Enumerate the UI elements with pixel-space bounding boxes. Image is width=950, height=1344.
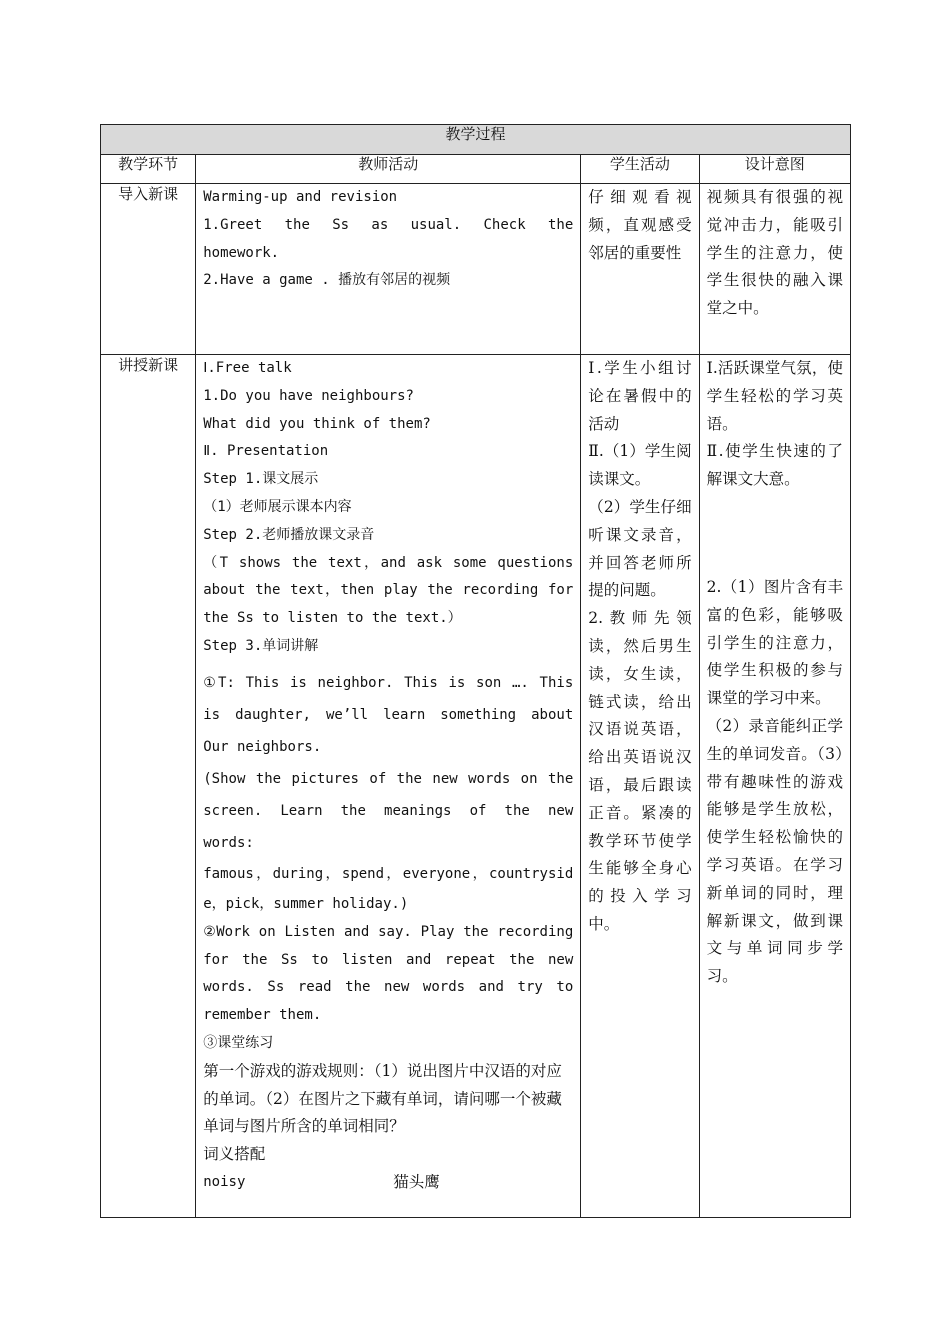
teacher-line: Warming-up and revision	[203, 189, 398, 205]
teacher-line: 词义搭配	[203, 1145, 266, 1164]
table-title: 教学过程	[101, 125, 851, 155]
teacher-line: Step 3.单词讲解	[203, 637, 319, 654]
header-stage: 教学环节	[101, 155, 196, 184]
student-activity-cell	[581, 355, 699, 1218]
teacher-line: Step 2.老师播放课文录音	[203, 526, 375, 543]
teacher-line: ②Work on Listen and say. Play the recording for the Ss to listen and repeat the new words. Ss read the new words and try to remember them.	[203, 923, 574, 1024]
student-text: 2.教师先领读，然后男生读，女生读，链式读，给出汉语说英语，给出英语说汉语，最后跟读正音。紧凑的教学环节使学生能够全身心的投入学习中。	[588, 609, 692, 933]
header-student-activity: 学生活动	[581, 155, 699, 184]
match-chinese-word: 猫头鹰	[393, 1172, 440, 1191]
teacher-line: 1.Greet the Ss as usual. Check the homework.	[203, 216, 574, 261]
stage-cell: 导入新课	[101, 184, 196, 355]
teaching-process-table	[100, 124, 851, 1218]
teacher-line: (Show the pictures of the new words on the screen. Learn the meanings of the new words:	[203, 770, 574, 851]
header-teacher-activity: 教师活动	[196, 155, 581, 184]
intent-text: 视频具有很强的视觉冲击力，能吸引学生的注意力，使学生很快的融入课堂之中。	[706, 188, 843, 318]
student-activity-cell	[581, 184, 699, 355]
intent-text: Ⅰ.活跃课堂气氛，使学生轻松的学习英语。	[706, 359, 843, 433]
design-intent-cell	[699, 184, 850, 355]
teacher-line: 1.Do you have neighbours?	[203, 387, 414, 404]
teacher-line: ③课堂练习	[203, 1034, 274, 1051]
stage-cell: 讲授新课	[101, 355, 196, 1218]
teacher-line: （1）老师展示课本内容	[203, 498, 352, 515]
teacher-line: What did you think of them?	[203, 415, 431, 432]
teacher-activity-cell	[196, 184, 581, 355]
teacher-line: famous，during，spend，everyone，countryside，pick，summer holiday.)	[203, 865, 574, 912]
design-intent-cell	[699, 355, 850, 1218]
intent-text: Ⅱ.使学生快速的了解课文大意。	[706, 442, 843, 489]
teacher-line: 2.Have a game . 播放有邻居的视频	[203, 272, 451, 289]
teacher-line: ①T: This is neighbor. This is son …. This is daughter, we’ll learn something about Our neighbors.	[203, 674, 574, 755]
teacher-line: Step 1.课文展示	[203, 471, 319, 488]
intent-text: （2）录音能纠正学生的单词发音。（3）带有趣味性的游戏能够是学生放松，使学生轻松愉快的学习英语。在学习新单词的同时，理解新课文，做到课文与单词同步学习。	[706, 716, 843, 986]
teacher-line: 第一个游戏的游戏规则：（1）说出图片中汉语的对应的单词。（2）在图片之下藏有单词，请问哪一个被藏单词与图片所含的单词相同？	[203, 1061, 562, 1136]
intent-text: 2.（1）图片含有丰富的色彩，能够吸引学生的注意力，使学生积极的参与课堂的学习中来。	[706, 577, 843, 708]
match-english-word: noisy	[203, 1173, 246, 1190]
teacher-line: Ⅰ.Free talk	[203, 360, 292, 376]
student-text: （2）学生仔细听课文录音，并回答老师所提的问题。	[588, 497, 692, 600]
student-text: 仔细观看视频，直观感受邻居的重要性	[588, 188, 692, 262]
teacher-activity-cell	[196, 355, 581, 1218]
student-text: Ⅱ.（1）学生阅读课文。	[588, 442, 692, 489]
word-match-row	[203, 1169, 573, 1197]
header-design-intent: 设计意图	[699, 155, 850, 184]
table-row	[101, 355, 851, 1218]
table-row	[101, 184, 851, 355]
teacher-line: （T shows the text，and ask some questions about the text，then play the recording for the Ss to listen to the text.）	[203, 554, 574, 627]
student-text: Ⅰ.学生小组讨论在暑假中的活动	[588, 359, 692, 433]
teacher-line: Ⅱ. Presentation	[203, 443, 329, 460]
